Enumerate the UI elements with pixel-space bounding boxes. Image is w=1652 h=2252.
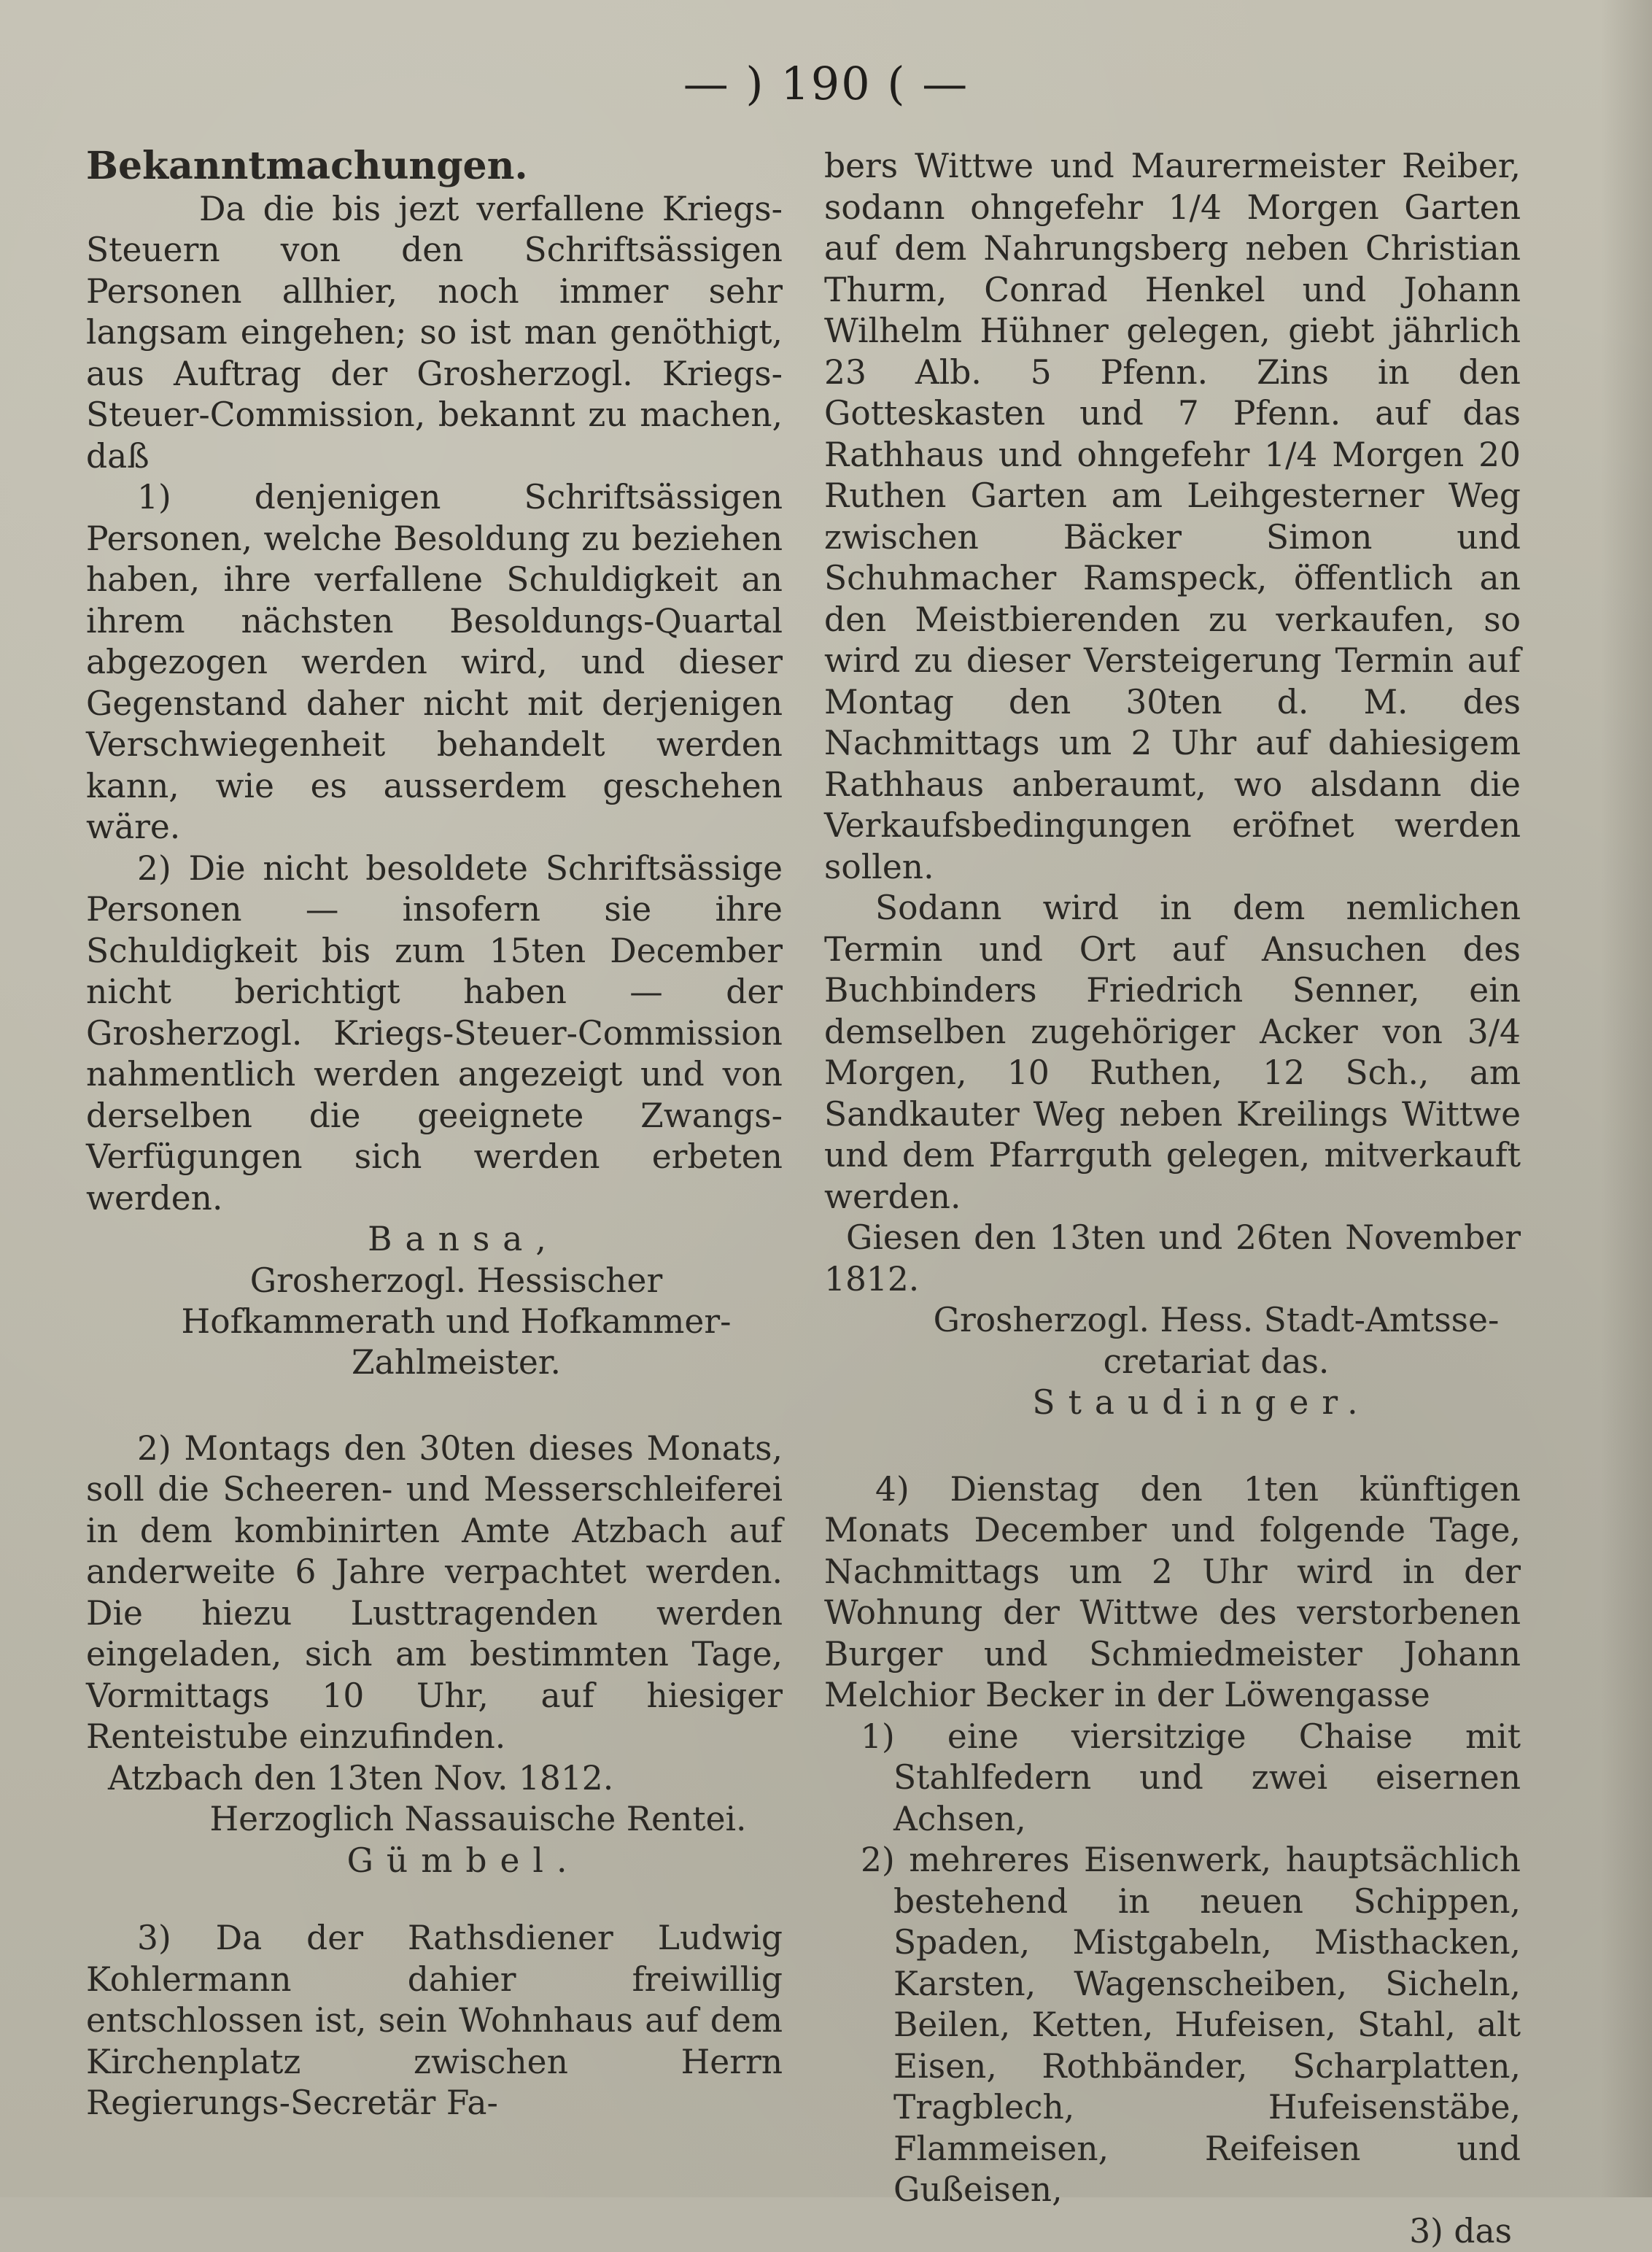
spacer (86, 1383, 783, 1428)
spacer (824, 1424, 1521, 1469)
notice-3-signature-name: Staudinger. (824, 1382, 1521, 1424)
section-heading: Bekanntmachungen. (86, 146, 783, 187)
announcement-item-2: 2) Die nicht besoldete Schriftsässige Personen — insofern sie ihre Schuldigkeit bis zum 15ten December nicht berichtigt haben — der Grosherzogl. Kriegs-Steuer-Commission nahmentlich werden angezeigt und von derselben die geeignete Zwangs-Verfügungen sich werden erbeten werden. (86, 848, 783, 1220)
notice-2-date: Atzbach den 13ten Nov. 1812. (86, 1758, 783, 1800)
signature-title-line-2: Zahlmeister. (86, 1342, 783, 1383)
notice-4-list-item-1: 1) eine viersitzige Chaise mit Stahlfedern und zwei eisernen Achsen, (824, 1717, 1521, 1841)
page-number: — ) 190 ( — (0, 57, 1652, 110)
catchword: 3) das (824, 2211, 1521, 2252)
signature-name-bansa: Bansa, (86, 1219, 783, 1261)
notice-3-signature-title-line-1: Grosherzogl. Hess. Stadt-Amtsse- (824, 1300, 1521, 1342)
notice-3-text-continued: bers Wittwe und Maurermeister Reiber, sodann ohngefehr 1/4 Morgen Garten auf dem Nahrungsberg neben Christian Thurm, Conrad Henkel und Johann Wilhelm Hühner gelegen, giebt jährlich 23 Alb. 5 Pfenn. Zins in den Gotteskasten und 7 Pfenn. auf das Rathhaus und ohngefehr 1/4 Morgen 20 Ruthen Garten am Leihgesterner Weg zwischen Bäcker Simon und Schuhmacher Ramspeck, öffentlich an den Meistbierenden zu verkaufen, so wird zu dieser Versteigerung Termin auf Montag den 30ten d. M. des Nachmittags um 2 Uhr auf dahiesigem Rathhaus anberaumt, wo alsdann die Verkaufsbedingungen eröfnet werden sollen. (824, 146, 1521, 888)
notice-3-addendum: Sodann wird in dem nemlichen Termin und Ort auf Ansuchen des Buchbinders Friedrich Senner, ein demselben zugehöriger Acker von 3/4 Morgen, 10 Ruthen, 12 Sch., am Sandkauter Weg neben Kreilings Wittwe und dem Pfarrguth gelegen, mitverkauft werden. (824, 888, 1521, 1218)
left-column (86, 146, 783, 2124)
notice-3-date: Giesen den 13ten und 26ten November 1812. (824, 1218, 1521, 1300)
announcement-item-1: 1) denjenigen Schriftsässigen Personen, welche Besoldung zu beziehen haben, ihre verfallene Schuldigkeit an ihrem nächsten Besoldungs-Quartal abgezogen werden wird, und dieser Gegenstand daher nicht mit derjenigen Verschwiegenheit behandelt werden kann, wie es ausserdem geschehen wäre. (86, 477, 783, 848)
notice-4-list-item-2: 2) mehreres Eisenwerk, hauptsächlich bestehend in neuen Schippen, Spaden, Mistgabeln, Misthacken, Karsten, Wagenscheiben, Sicheln, Beilen, Ketten, Hufeisen, Stahl, alt Eisen, Rothbänder, Scharplatten, Tragblech, Hufeisenstäbe, Flammeisen, Reifeisen und Gußeisen, (824, 1840, 1521, 2211)
notice-4-text: 4) Dienstag den 1ten künftigen Monats December und folgende Tage, Nachmittags um 2 Uhr wird in der Wohnung der Wittwe des verstorbenen Burger und Schmiedmeister Johann Melchior Becker in der Löwengasse (824, 1469, 1521, 1717)
notice-2-signature-title: Herzoglich Nassauische Rentei. (86, 1799, 783, 1841)
notice-3-signature-title-line-2: cretariat das. (824, 1342, 1521, 1383)
notice-2-signature-name: Gümbel. (86, 1841, 783, 1882)
spacer (86, 1881, 783, 1918)
notice-2-text: 2) Montags den 30ten dieses Monats, soll die Scheeren- und Messerschleiferei in dem kombinirten Amte Atzbach auf anderweite 6 Jahre verpachtet werden. Die hiezu Lusttragenden werden eingeladen, sich am bestimmten Tage, Vormittags 10 Uhr, auf hiesiger Renteistube einzufinden. (86, 1428, 783, 1758)
right-column (824, 146, 1521, 2252)
signature-title-line-1: Grosherzogl. Hessischer Hofkammerath und Hofkammer- (86, 1261, 783, 1342)
notice-3-text-start: 3) Da der Rathsdiener Ludwig Kohlermann dahier freiwillig entschlossen ist, sein Wohnhaus auf dem Kirchenplatz zwischen Herrn Regierungs-Secretär Fa- (86, 1918, 783, 2124)
page-edge-shadow (1601, 0, 1652, 2197)
announcement-intro: Da die bis jezt verfallene Kriegs-Steuern von den Schriftsässigen Personen allhier, noch immer sehr langsam eingehen; so ist man genöthigt, aus Auftrag der Grosherzogl. Kriegs-Steuer-Commission, bekannt zu machen, daß (86, 189, 783, 478)
